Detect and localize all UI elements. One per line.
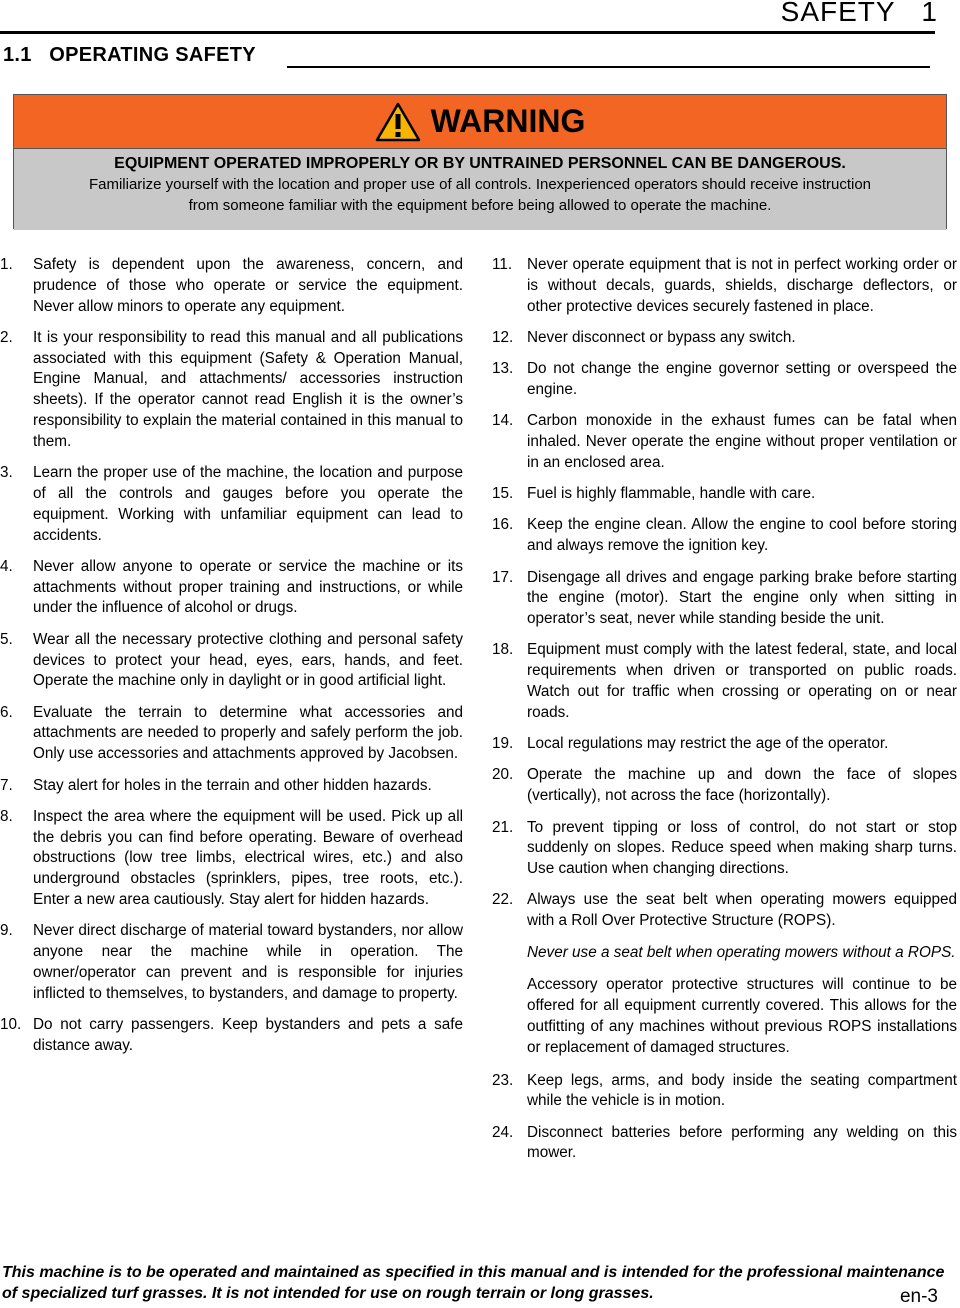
item-number: 15. bbox=[492, 485, 514, 503]
item-number: 17. bbox=[492, 568, 514, 586]
list-item bbox=[0, 557, 463, 619]
warning-header bbox=[14, 95, 946, 149]
item-text: Equipment must comply with the latest federal, state, and local requirements when driven or transported on public roads. Watch out for traffic when crossing or operating on or near roads. bbox=[527, 641, 957, 721]
item-text: Keep the engine clean. Allow the engine to cool before storing and always remove the ignition key. bbox=[527, 516, 957, 555]
list-item bbox=[0, 776, 463, 797]
item-text: Do not change the engine governor setting or overspeed the engine. bbox=[527, 360, 957, 398]
item-number: 11. bbox=[492, 256, 513, 273]
item-text: Local regulations may restrict the age of the operator. bbox=[527, 735, 889, 753]
list-item bbox=[492, 255, 957, 317]
list-item bbox=[0, 328, 463, 453]
list-item bbox=[0, 630, 463, 692]
warning-text-line-2: from someone familiar with the equipment before being allowed to operate the machine. bbox=[188, 197, 772, 214]
warning-title: WARNING bbox=[430, 103, 586, 139]
list-item bbox=[492, 765, 957, 807]
list-item bbox=[492, 640, 957, 723]
list-item bbox=[492, 328, 957, 349]
item-number: 14. bbox=[492, 412, 514, 430]
list-item bbox=[492, 1123, 957, 1165]
left-column bbox=[0, 255, 463, 1067]
item-number: 8. bbox=[0, 807, 13, 825]
warning-heading: EQUIPMENT OPERATED IMPROPERLY OR BY UNTRAINED PERSONNEL CAN BE DANGEROUS. bbox=[114, 155, 846, 172]
rops-note-italic: Never use a seat belt when operating mowers without a ROPS. bbox=[527, 943, 956, 961]
list-item bbox=[0, 703, 463, 765]
item-text: Never disconnect or bypass any switch. bbox=[527, 328, 796, 346]
item-text: Always use the seat belt when operating mowers equipped with a Roll Over Protective Structure (ROPS). bbox=[527, 891, 957, 930]
item-text: It is your responsibility to read this manual and all publications associated with this equipment (Safety & Operation Manual, Engine Manual, and attachments/ accessories instruction sheets). If the operator cannot read English it is the owner’s responsibility to explain the material contained in this manual to them. bbox=[33, 328, 463, 450]
item-number: 6. bbox=[0, 703, 13, 721]
item-number: 23. bbox=[492, 1071, 514, 1089]
section-rule bbox=[287, 66, 930, 68]
list-item bbox=[492, 818, 957, 880]
item-number: 2. bbox=[0, 328, 13, 346]
item-number: 4. bbox=[0, 557, 13, 575]
item-number: 5. bbox=[0, 630, 13, 648]
warning-box bbox=[13, 94, 947, 229]
footer-note: This machine is to be operated and maintained as specified in this manual and is intended for the professional maintenance of specialized turf grasses. It is not intended for use on rough terrain or long grasses. bbox=[2, 1264, 945, 1302]
item-number: 7. bbox=[0, 776, 13, 794]
list-item bbox=[492, 411, 957, 473]
list-item bbox=[492, 1071, 957, 1113]
right-column bbox=[492, 255, 957, 1175]
list-item bbox=[0, 255, 463, 317]
section-title: 1.1 OPERATING SAFETY bbox=[3, 44, 256, 66]
item-number: 3. bbox=[0, 464, 13, 482]
item-text: Do not carry passengers. Keep bystanders and pets a safe distance away. bbox=[33, 1016, 463, 1054]
item-text: Never operate equipment that is not in perfect working order or is without decals, guards, shields, discharge deflectors, or other protective devices securely fastened in place. bbox=[527, 256, 957, 315]
item-number: 12. bbox=[492, 328, 514, 346]
rops-note: Accessory operator protective structures will continue to be offered for all equipment currently covered. This allows for the outfitting of any machines without previous ROPS installations or replacement of damaged structures. bbox=[527, 976, 957, 1056]
list-item bbox=[492, 359, 957, 401]
chapter-header: SAFETY 1 bbox=[780, 0, 938, 27]
item-text: To prevent tipping or loss of control, do not start or stop suddenly on slopes. Reduce speed when making sharp turns. Use caution when changing directions. bbox=[527, 818, 957, 878]
item-text: Inspect the area where the equipment will be used. Pick up all the debris you can find before operating. Beware of overhead obstructions (low tree limbs, electrical wires, etc.) and also underground obstacles (sprinklers, pipes, tree roots, etc.). Enter a new area cautiously. Stay alert for hidden hazards. bbox=[33, 807, 463, 909]
item-number: 18. bbox=[492, 641, 514, 659]
list-item bbox=[0, 807, 463, 911]
item-text: Learn the proper use of the machine, the location and purpose of all the controls and gauges before you operate the equipment. Working with unfamiliar equipment can lead to accidents. bbox=[33, 464, 463, 544]
item-text: Fuel is highly flammable, handle with care. bbox=[527, 485, 816, 503]
item-number: 21. bbox=[492, 818, 514, 836]
item-number: 19. bbox=[492, 735, 514, 753]
item-number: 20. bbox=[492, 766, 514, 784]
item-number: 10. bbox=[0, 1016, 22, 1033]
item-number: 16. bbox=[492, 516, 514, 534]
item-text: Operate the machine up and down the face of slopes (vertically), not across the face (horizontally). bbox=[527, 766, 957, 805]
item-number: 24. bbox=[492, 1123, 514, 1141]
item-text: Safety is dependent upon the awareness, concern, and prudence of those who operate or service the equipment. Never allow minors to operate any equipment. bbox=[33, 256, 463, 315]
warning-body bbox=[14, 149, 946, 230]
warning-text-line-1: Familiarize yourself with the location and proper use of all controls. Inexperienced operators should receive instruction bbox=[88, 176, 872, 193]
item-number: 13. bbox=[492, 360, 514, 378]
item-text: Never direct discharge of material toward bystanders, nor allow anyone near the machine while in operation. The owner/operator can prevent and is responsible for injuries inflicted to themselves, to bystanders, and damage to property. bbox=[33, 922, 463, 1002]
item-text: Never allow anyone to operate or service the machine or its attachments without proper training and instructions, or while under the influence of alcohol or drugs. bbox=[33, 557, 463, 617]
item-text: Disconnect batteries before performing any welding on this mower. bbox=[527, 1123, 957, 1162]
list-item bbox=[492, 568, 957, 630]
header-rule bbox=[0, 31, 935, 34]
list-item bbox=[0, 921, 463, 1004]
item-text: Evaluate the terrain to determine what accessories and attachments are needed to properly and safely perform the job. Only use accessories and attachments approved by Jacobsen. bbox=[33, 703, 463, 763]
warning-triangle-icon bbox=[375, 102, 421, 142]
list-item bbox=[492, 515, 957, 557]
list-item bbox=[492, 734, 957, 755]
item-number: 22. bbox=[492, 891, 514, 909]
item-text: Wear all the necessary protective clothing and personal safety devices to protect your head, eyes, ears, hands, and feet. Operate the machine only in daylight or in good artificial light. bbox=[33, 630, 463, 690]
list-item bbox=[0, 463, 463, 546]
item-number: 9. bbox=[0, 922, 13, 940]
item-number: 1. bbox=[0, 256, 13, 273]
item-text: Keep legs, arms, and body inside the seating compartment while the vehicle is in motion. bbox=[527, 1071, 957, 1110]
list-item bbox=[0, 1015, 463, 1057]
item-text: Carbon monoxide in the exhaust fumes can be fatal when inhaled. Never operate the engine without proper ventilation or in an enclosed area. bbox=[527, 412, 957, 471]
page-number: en-3 bbox=[894, 1286, 938, 1308]
item-text: Disengage all drives and engage parking brake before starting the engine (motor). Start the engine only when sitting in operator’s seat, never while standing beside the unit. bbox=[527, 568, 957, 628]
list-item bbox=[492, 890, 957, 932]
item-text: Stay alert for holes in the terrain and other hidden hazards. bbox=[33, 776, 432, 794]
list-item bbox=[492, 484, 957, 505]
